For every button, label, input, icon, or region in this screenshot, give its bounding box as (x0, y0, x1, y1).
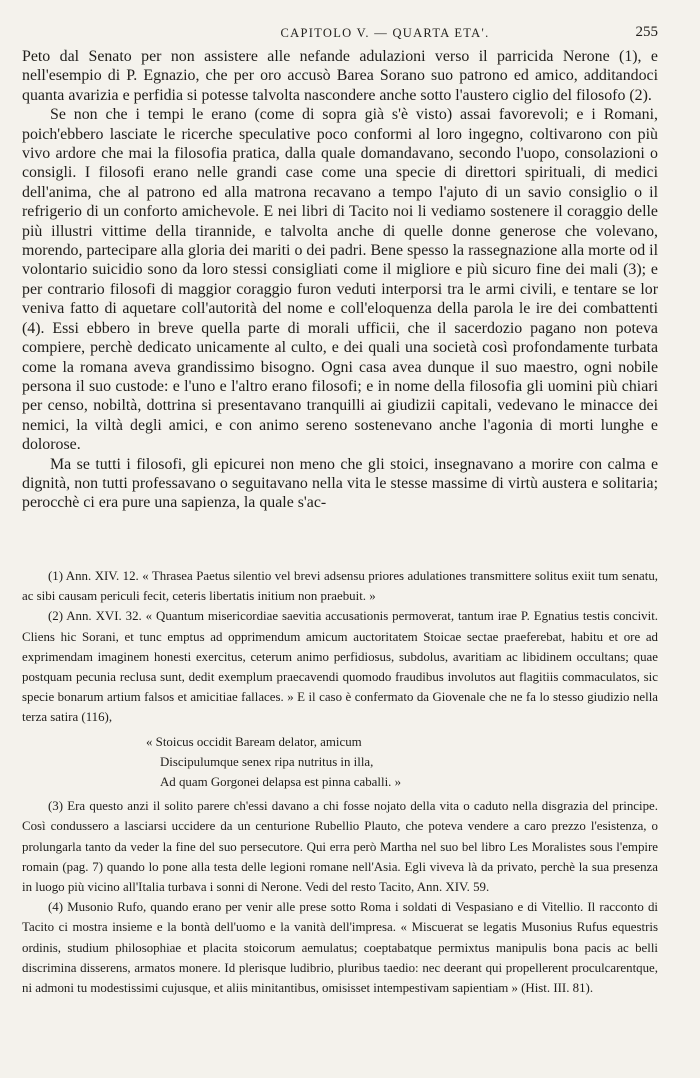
verse-line-2: Discipulumque senex ripa nutritus in illa, (160, 754, 374, 769)
verse-line-1: « Stoicus occidit Baream delator, amicum (146, 734, 362, 749)
verse-quotation (146, 732, 658, 793)
footnote-2: (2) Ann. XVI. 32. « Quantum misericordiae saevitia accusationis permoverat, tantum irae P. Egnatius testis concivit. Cliens hic Sorani, et tunc emptus ad opprimendum amicum auctoritatem Stoicae sectae praeferebat, habitu et ore ad exprimendam imaginem honesti exercitus, ceterum animo perfidiosus, subdolus, avaritiam ac libidinem occultans; quae postquam pecunia reclusa sunt, dedit exemplum praecavendi quomodo fraudibus involutos aut flagitiis commaculatos, sic specie bonarum artium falsos et amicitiae fallaces. » E il caso è confermato da Giovenale che ne fa lo stesso giudizio nella terza satira (116), (22, 609, 658, 725)
paragraph-1: Peto dal Senato per non assistere alle nefande adulazioni verso il parricida Nerone (1), e nell'esempio di P. Egnazio, che per oro accusò Barea Sorano suo patrono ed amico, additandoci quanta avarizia e perfidia si potesse talvolta nascondere anche sotto l'austero ciglio del filosofo (2). (22, 48, 658, 104)
paragraph-3: Ma se tutti i filosofi, gli epicurei non meno che gli stoici, insegnavano a morire con calma e dignità, non tutti professavano o seguitavano nella vita le stesse massime di virtù austera e solitaria; perocchè ci era pure una sapienza, la quale s'ac- (22, 455, 658, 512)
footnote-3: (3) Era questo anzi il solito parere ch'essi davano a chi fosse nojato della vita o caduto nella disgrazia del principe. Così condussero a lasciarsi uccidere da un centurione Rubellio Plauto, che poteva vendere a caro prezzo l'esistenza, o prolungarla tanto da veder la fine del suo persecutore. Qui erra però Martha nel suo bel libro Les Moralistes sous l'empire romain (pag. 7) quando lo pone alla testa delle legioni romane nell'Asia. Egli viveva là da privato, perchè la sua presenza in luogo più vicino all'Italia turbava i sonni di Nerone. Vedi del resto Tacito, Ann. XIV. 59. (22, 799, 658, 895)
main-text (22, 47, 658, 513)
running-title: CAPITOLO V. — QUARTA ETA'. (280, 26, 490, 40)
footnote-4: (4) Musonio Rufo, quando erano per venir alle prese sotto Roma i soldati di Vespasiano e di Vitellio. Il racconto di Tacito ci mostra insieme e la bontà dell'uomo e la vanità dell'impresa. « Miscuerat se legatis Musonius Rufus equestris ordinis, studium philosophiae et placita stoicorum aemulatus; coeptabatque permixtus manipulis bona pacis ac belli discrimina disserens, armatos monere. Id plerisque ludibrio, pluribus taedio: nec deerant qui propellerent proculcarentque, ni admoni tu modestissimi cujusque, et aliis minitantibus, omisisset intempestivam sapientiam » (Hist. III. 81). (22, 900, 658, 996)
verse-line-3: Ad quam Gorgonei delapsa est pinna caballi. » (160, 775, 402, 790)
footnote-1: (1) Ann. XIV. 12. « Thrasea Paetus silentio vel brevi adsensu priores adulationes transmittere solitus exiit tum senatu, ac sibi causam periculi fecit, ceteris libertatis initium non praebuit. » (22, 569, 658, 604)
paragraph-2: Se non che i tempi le erano (come di sopra già s'è visto) assai favorevoli; e i Romani, poich'ebbero lasciate le ricerche speculative poco conformi al loro ingegno, coltivarono con più vivo ardore che mai la filosofia pratica, dalla quale domandavano, secondo l'uopo, consolazioni o consigli. I filosofi erano nelle grandi case come una specie di direttori spirituali, di medici dell'anima, che al patrono ed alla matrona recavano a tempo l'ajuto di un savio consiglio o il refrigerio di un conforto amichevole. E nei libri di Tacito noi li vediamo sostenere il coraggio delle più illustri vittime della tirannide, e talvolta anche di quelle donne generose che volevano, morendo, partecipare alla gloria dei mariti o dei padri. Bene spesso la rassegnazione alla morte od il volontario suicidio sono da loro stessi consigliati come il migliore e più sicuro fine dei mali (3); e per contrario filosofi di maggior coraggio furon veduti interporsi tra le armi civili, e tentare se lor veniva fatto di aquetare coll'autorità del nome e coll'eloquenza della parola le ire dei combattenti (4). Essi ebbero in breve quella parte di morali ufficii, che il sacerdozio pagano non poteva compiere, perchè dedicato unicamente al culto, e dei quali una società così profondamente turbata come la romana aveva grandissimo bisogno. Ogni casa avea dunque il suo maestro, ogni nobile persona il suo custode: e l'uno e l'altro erano filosofi; e in nome della filosofia gli uomini più chiari per censo, nobiltà, dottrina si presentavano tranquilli ai giudizii capitali, vedevano le minacce dei nemici, la viltà degli amici, e con animo sereno sostenevano anche l'agonia di morti lunghe e dolorose. (22, 106, 658, 454)
page-number: 255 (635, 24, 658, 40)
footnotes (22, 566, 658, 998)
running-header (22, 26, 658, 44)
